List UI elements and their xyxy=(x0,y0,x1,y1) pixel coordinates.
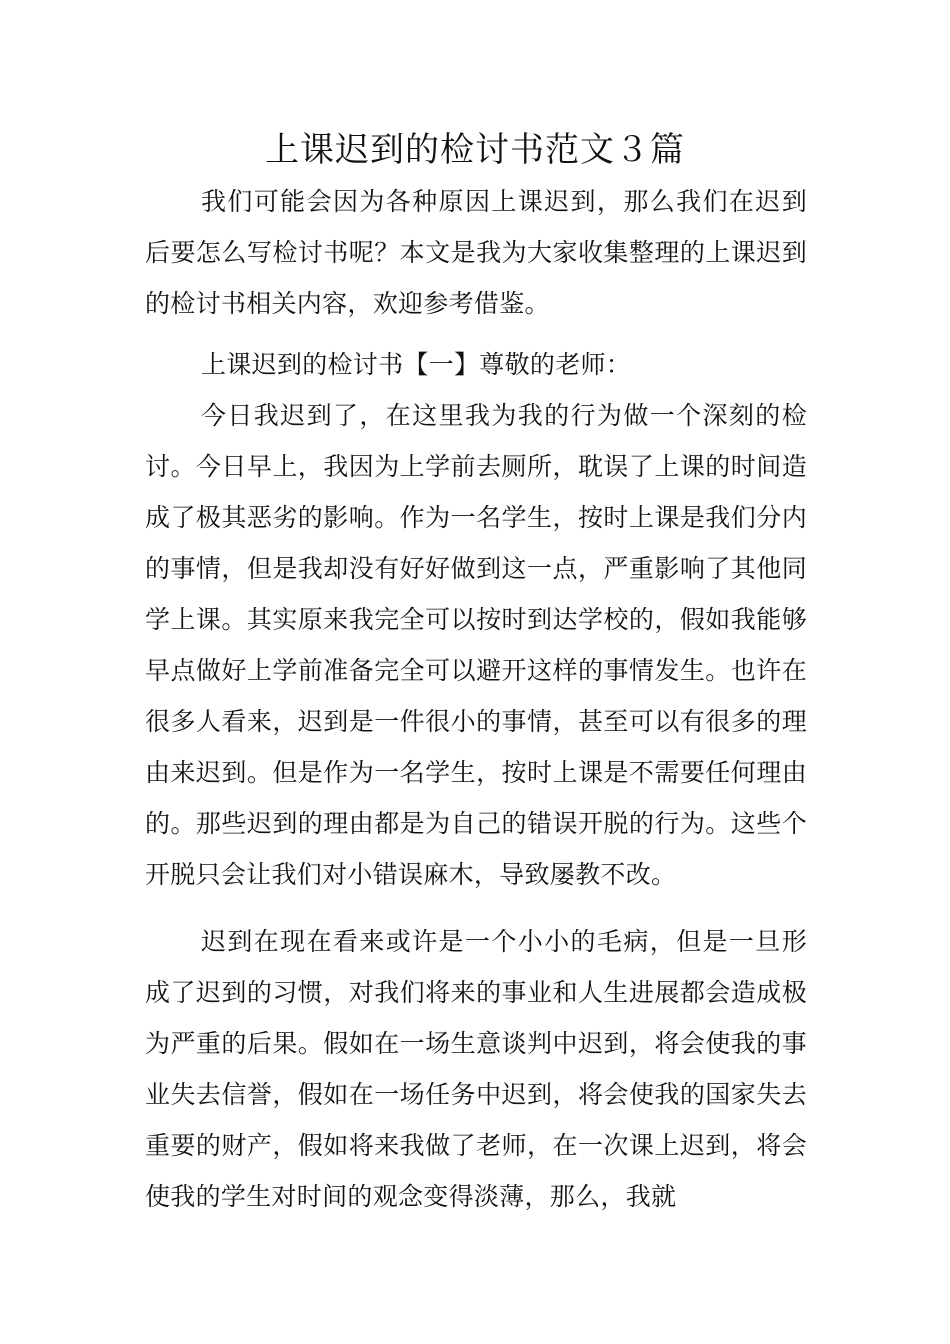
document-title: 上课迟到的检讨书范文３篇 xyxy=(265,130,685,170)
body-paragraph: 今日我迟到了，在这里我为我的行为做一个深刻的检讨。今日早上，我因为上学前去厕所，耽误了上课的时间造成了极其恶劣的影响。作为一名学生，按时上课是我们分内的事情，但是我却没有好好做到这一点，严重影响了其他同学上课。其实原来我完全可以按时到达学校的，假如我能够早点做好上学前准备完全可以避开这样的事情发生。也许在很多人看来，迟到是一件很小的事情，甚至可以有很多的理由来迟到。但是作为一名学生，按时上课是不需要任何理由的。那些迟到的理由都是为自己的错误开脱的行为。这些个开脱只会让我们对小错误麻木，导致屡教不改。 xyxy=(145,401,807,889)
document-body xyxy=(145,176,807,1222)
intro-paragraph: 我们可能会因为各种原因上课迟到，那么我们在迟到后要怎么写检讨书呢？本文是我为大家收集整理的上课迟到的检讨书相关内容，欢迎参考借鉴。 xyxy=(145,187,807,318)
section-heading-paragraph: 上课迟到的检讨书【一】尊敬的老师： xyxy=(201,350,632,379)
body-paragraph: 迟到在现在看来或许是一个小小的毛病，但是一旦形成了迟到的习惯，对我们将来的事业和人生进展都会造成极为严重的后果。假如在一场生意谈判中迟到，将会使我的事业失去信誉，假如在一场任务中迟到，将会使我的国家失去重要的财产，假如将来我做了老师，在一次课上迟到，将会使我的学生对时间的观念变得淡薄，那么，我就 xyxy=(145,927,807,1211)
